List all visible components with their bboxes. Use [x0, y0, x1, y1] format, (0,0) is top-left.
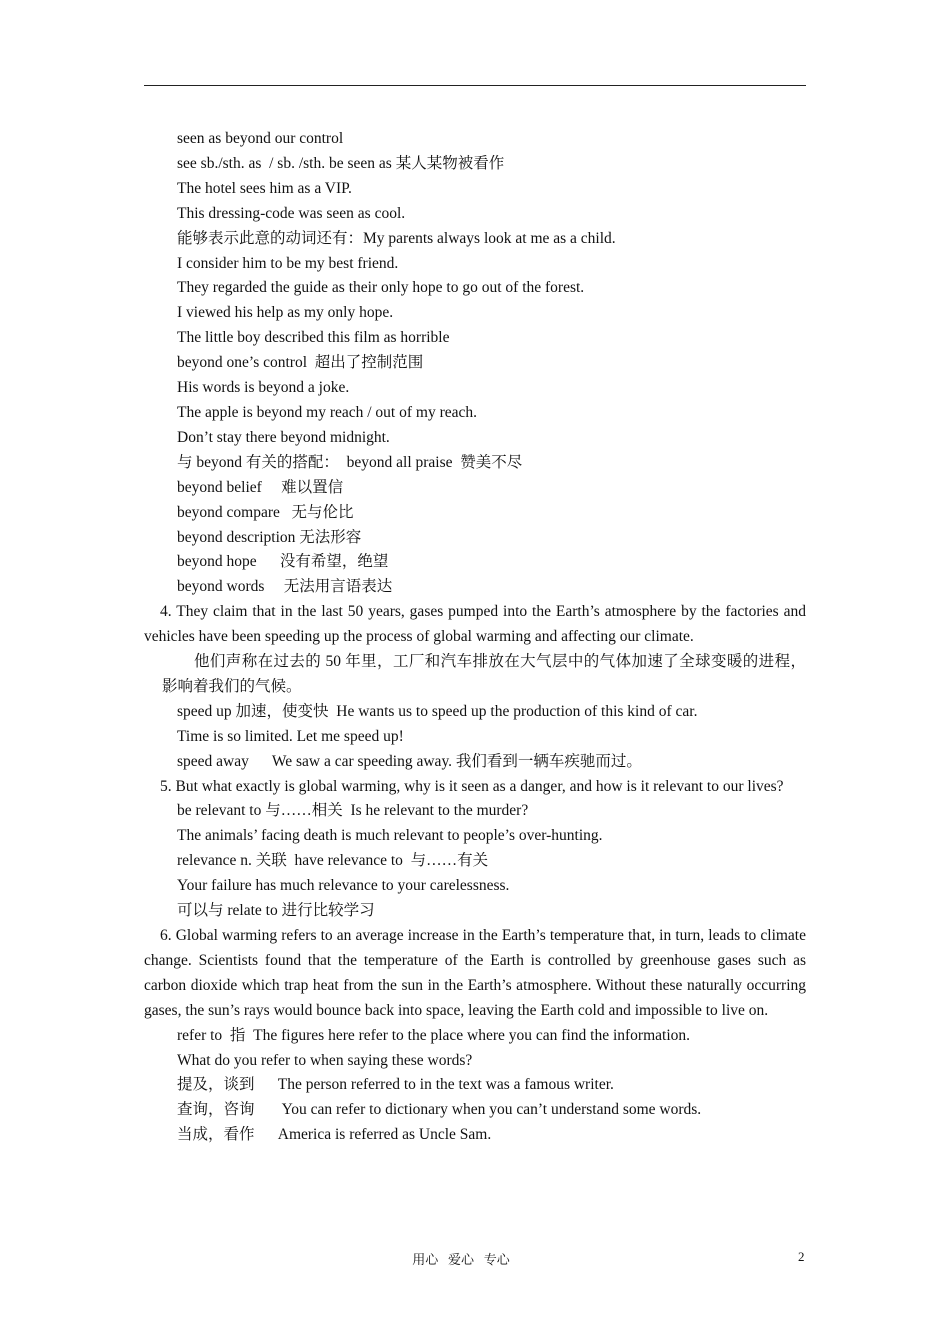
numbered-paragraph: 6. Global warming refers to an average increase in the Earth’s temperature that, in turn, leads to climate change. Scientists found that the temperature of the Earth is controlled by greenhouse gases such as carbon dioxide which trap heat from the sun in the Earth’s atmosphere. Without these naturally occurring gases, the sun’s rays would bounce back into space, leaving the Earth cold and impossible to live on. [144, 927, 806, 1019]
text-line: beyond one’s control 超出了控制范围 [177, 354, 424, 372]
text-line: speed up 加速，使变快 He wants us to speed up the production of this kind of car. [177, 702, 698, 720]
text-line: speed away We saw a car speeding away. 我们看到一辆车疾驰而过。 [177, 752, 642, 770]
text-line: Don’t stay there beyond midnight. [177, 428, 390, 446]
numbered-paragraph: 5. But what exactly is global warming, why is it seen as a danger, and how is it relevant to our lives? [160, 777, 784, 795]
text-line: 提及，谈到 The person referred to in the text was a famous writer. [177, 1076, 614, 1094]
document-body [144, 127, 806, 1148]
text-line: Time is so limited. Let me speed up! [177, 727, 404, 745]
text-line: The little boy described this film as horrible [177, 329, 450, 347]
text-line: seen as beyond our control [177, 130, 344, 147]
text-line: The animals’ facing death is much relevant to people’s over-hunting. [177, 827, 603, 845]
text-line: They regarded the guide as their only hope to go out of the forest. [177, 279, 585, 297]
text-line: see sb./sth. as / sb. /sth. be seen as 某人某物被看作 [177, 154, 505, 172]
text-line: relevance n. 关联 have relevance to 与……有关 [177, 852, 489, 870]
text-line: refer to 指 The figures here refer to the place where you can find the information. [177, 1026, 690, 1044]
text-line: I consider him to be my best friend. [177, 254, 399, 272]
text-line: beyond compare 无与伦比 [177, 503, 354, 521]
footer-motto: 用心 爱心 专心 [412, 1252, 510, 1267]
text-line: beyond words 无法用言语表达 [177, 578, 393, 596]
text-line: 查询，咨询 You can refer to dictionary when you can’t understand some words. [177, 1101, 702, 1119]
text-line: beyond description 无法形容 [177, 528, 362, 546]
text-line: 与 beyond 有关的搭配： beyond all praise 赞美不尽 [177, 453, 523, 471]
text-line: 当成，看作 America is referred as Uncle Sam. [177, 1126, 492, 1144]
text-line: 能够表示此意的动词还有：My parents always look at me as a child. [177, 229, 616, 247]
text-line: His words is beyond a joke. [177, 379, 350, 397]
translation-paragraph: 他们声称在过去的 50 年里，工厂和汽车排放在大气层中的气体加速了全球变暖的进程，影响着我们的气候。 [162, 653, 806, 695]
numbered-paragraph: 4. They claim that in the last 50 years, gases pumped into the Earth’s atmosphere by the factories and vehicles have been speeding up the process of global warming and affecting our climate. [144, 603, 806, 646]
header-rule [144, 85, 806, 86]
text-line: The apple is beyond my reach / out of my reach. [177, 403, 477, 421]
text-line: I viewed his help as my only hope. [177, 304, 394, 322]
text-line: beyond belief 难以置信 [177, 478, 344, 496]
page-number: 2 [798, 1249, 805, 1264]
text-line: The hotel sees him as a VIP. [177, 179, 352, 197]
text-line: This dressing-code was seen as cool. [177, 204, 406, 222]
text-line: be relevant to 与……相关 Is he relevant to the murder? [177, 802, 529, 820]
text-line: beyond hope 没有希望，绝望 [177, 553, 389, 571]
text-line: Your failure has much relevance to your carelessness. [177, 877, 510, 895]
text-line: 可以与 relate to 进行比较学习 [177, 902, 375, 920]
text-line: What do you refer to when saying these words? [177, 1051, 473, 1069]
